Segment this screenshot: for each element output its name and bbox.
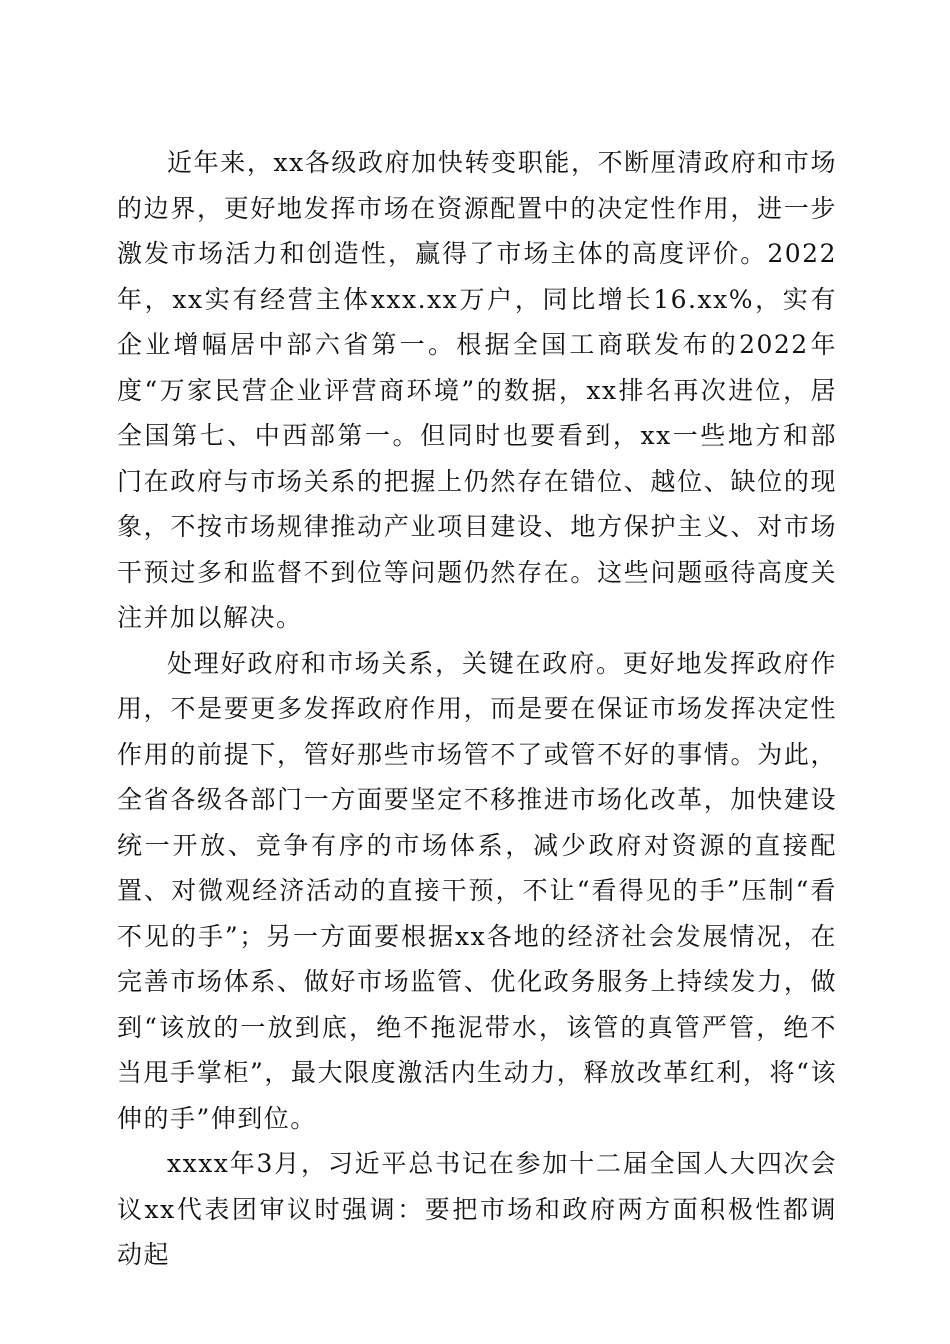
paragraph-2: 处理好政府和市场关系，关键在政府。更好地发挥政府作用，不是要更多发挥政府作用，而是要在保证市场发挥决定性作用的前提下，管好那些市场管不了或管不好的事情。为此，全省各级各部门一方面要坚定不移推进市场化改革，加快建设统一开放、竞争有序的市场体系，减少政府对资源的直接配置、对微观经济活动的直接干预，不让“看得见的手”压制“看不见的手”；另一方面要根据xx各地的经济社会发展情况，在完善市场体系、做好市场监管、优化政务服务上持续发力，做到“该放的一放到底，绝不拖泥带水，该管的真管严管，绝不当甩手掌柜”，最大限度激活内生动力，释放改革红利，将“该伸的手”伸到位。 (117, 648, 837, 1133)
paragraph-1: 近年来，xx各级政府加快转变职能，不断厘清政府和市场的边界，更好地发挥市场在资源配置中的决定性作用，进一步激发市场活力和创造性，赢得了市场主体的高度评价。2022年，xx实有经营主体xxx.xx万户，同比增长16.xx%，实有企业增幅居中部六省第一。根据全国工商联发布的2022年度“万家民营企业评营商环境”的数据，xx排名再次进位，居全国第七、中西部第一。但同时也要看到，xx一些地方和部门在政府与市场关系的把握上仍然存在错位、越位、缺位的现象，不按市场规律推动产业项目建设、地方保护主义、对市场干预过多和监督不到位等问题仍然存在。这些问题亟待高度关注并加以解决。 (117, 148, 837, 632)
document-body (117, 140, 837, 1278)
paragraph-3: xxxx年3月，习近平总书记在参加十二届全国人大四次会议xx代表团审议时强调：要把市场和政府两方面积极性都调动起 (117, 1149, 837, 1269)
